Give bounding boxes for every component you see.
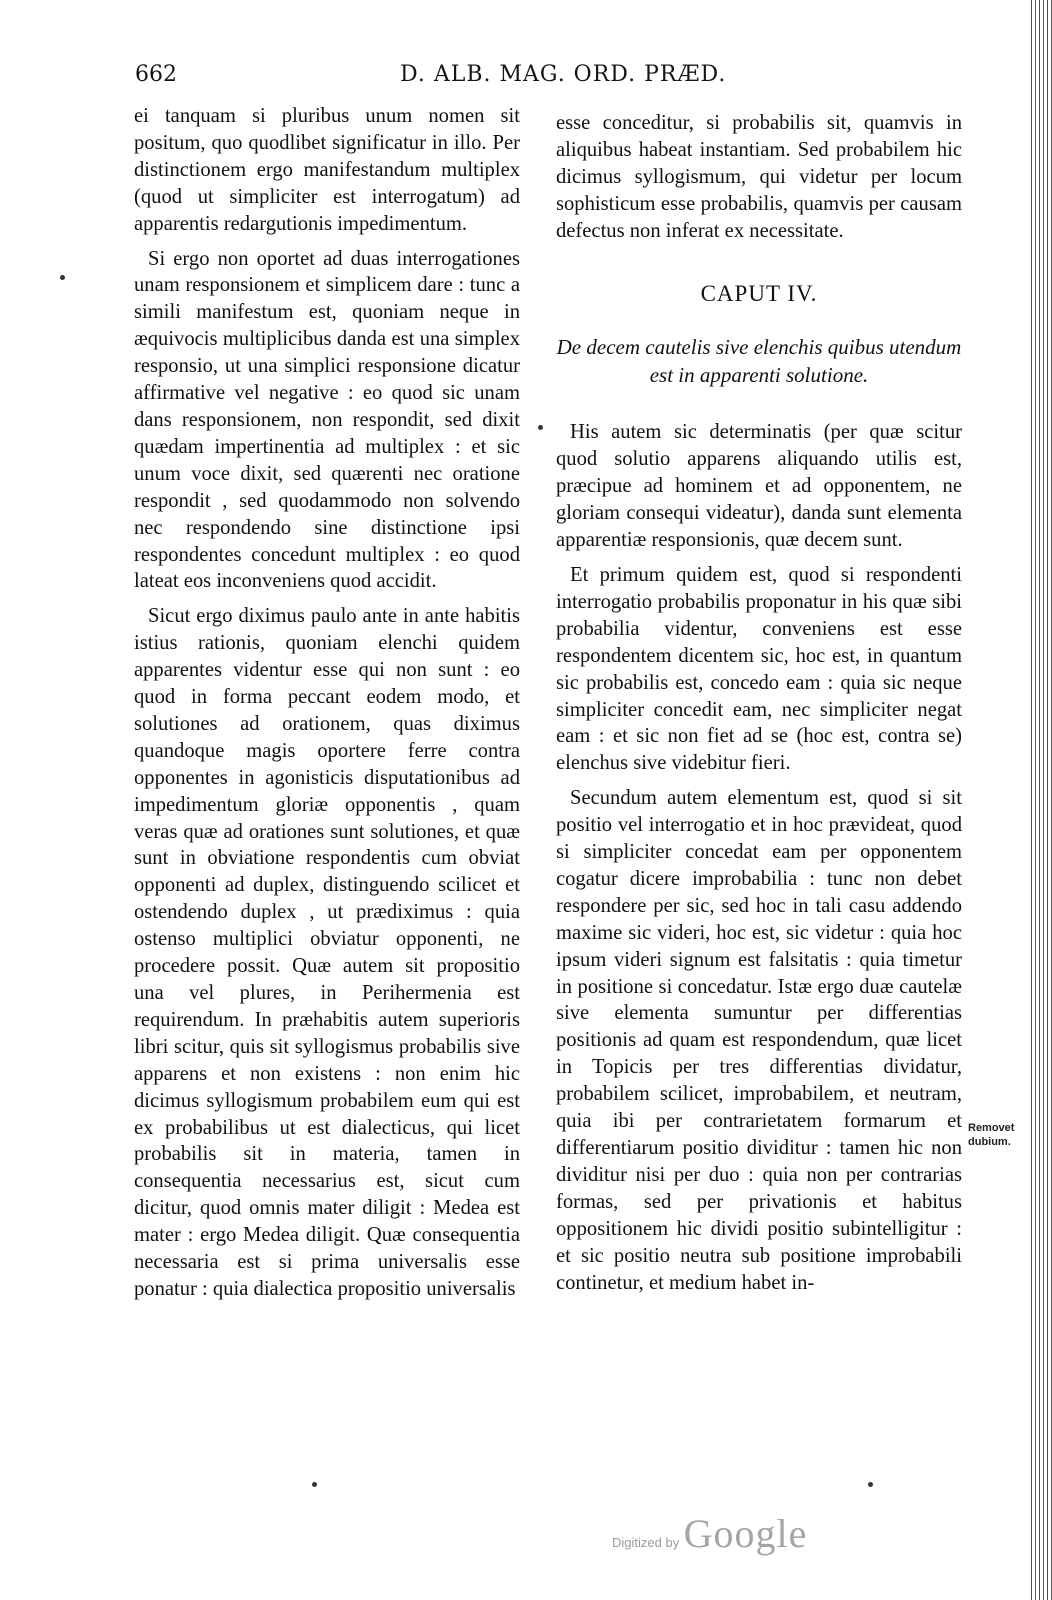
margin-note-line-2: dubium. xyxy=(968,1136,1011,1148)
left-paragraph-1: ei tanquam si pluribus unum nomen sit positum, quo quodlibet significatur in illo. Per distinctionem ergo manifestandum multiplex (quod ut simpliciter est interrogatum) ad apparentis redargutionis impedimentum. xyxy=(134,105,520,235)
left-paragraph-3: Sicut ergo diximus paulo ante in ante habitis istius rationis, quoniam elenchi quidem apparentes videntur esse qui non sunt : eo quod in forma peccant eodem modo, et solutiones ad orationem, quas diximus quandoque magis oportere ferre contra opponentes in agonisticis disputationibus ad impedimentum gloriæ opponentis , quam veras quæ ad orationes sunt solutiones, et quæ sunt in obviatione respondentis cum obviat opponenti ad duplex, distinguendo scilicet et ostendendo duplex , ut prædiximus : quia ostenso multiplici obviatur opponenti, ne procedere possit. Quæ autem sit propositio una vel plures, in Perihermenia est requirendum. In præhabitis autem superioris libri scitur, quis sit syllogismus probabilis sive apparens et non existens : non enim hic dicimus syllogismum probabilem eum qui est ex probabilibus ut est dialecticus, qui licet probabilis sit in materia, tamen in consequentia necessarius est, sicut cum dicitur, quod omnis mater diligit : Medea est mater : ergo Medea diligit. Quæ consequentia necessaria est si prima universalis esse ponatur : quia dialectica propositio universalis xyxy=(134,605,520,1300)
right-paragraph-3: Secundum autem elementum est, quod si sit positio vel interrogatio et in hoc prævideat, quod si simpliciter concedat eam per opponentem cogatur dicere improbabilia : tunc non debet respondere per sic, sed hoc in tali casu addendo maxime sic videri, hoc est, sic videtur : quia hoc ipsum videri signum est falsitatis : quia timetur in positione si concedatur. Istæ ergo duæ cautelæ sive elementa sumuntur per differentias positionis ad quam est respondendum, quæ licet in Topicis per tres differentias dividatur, probabilem scilicet, improbabilem, et neutram, quia ibi per contrarietatem formarum et differentiarum positio dividitur : tamen hic non dividitur nisi per duo : quia non per contrarias formas, sed per privationis et habitus oppositionem hic dividi positio subintelligitur : et sic positio neutra sub positione improbabili continetur, et medium habet in- xyxy=(556,787,962,1294)
scan-speck xyxy=(538,425,543,430)
left-column xyxy=(134,103,520,1311)
right-paragraph-2: Et primum quidem est, quod si respondenti interrogatio probabilis proponatur in his quæ sibi probabilia videntur, conveniens est esse respondentem dicentem sic, hoc est, in quantum sic probabilis est, concedo eam : quia sic neque simpliciter concedit eam, nec simpliciter negat eam : et sic non fiet ad se (hoc est, contra se) elenchus sive videbitur fieri. xyxy=(556,563,962,775)
right-column xyxy=(556,110,962,1304)
scan-speck xyxy=(312,1482,317,1487)
chapter-title: CAPUT IV. xyxy=(700,280,818,306)
digitized-watermark xyxy=(612,1510,807,1557)
scan-speck xyxy=(60,275,65,280)
chapter-subtitle: De decem cautelis sive elenchis quibus utendum est in apparenti solutione. xyxy=(556,335,962,388)
google-logo: Google xyxy=(683,1511,808,1556)
digitized-by-text: Digitized by xyxy=(612,1535,680,1550)
page-edge-shadow xyxy=(1028,0,1052,1600)
margin-note xyxy=(968,1121,1014,1149)
page-number: 662 xyxy=(135,62,177,87)
right-paragraph-1: His autem sic determinatis (per quæ scitur quod solutio apparens aliquando utilis est, præcipue ad hominem et ad opponentem, ne gloriam consequi videatur), danda sunt elementa apparentiæ responsionis, quæ decem sunt. xyxy=(556,421,962,552)
margin-note-line-1: Removet xyxy=(968,1122,1015,1134)
right-intro-paragraph: esse conceditur, si probabilis sit, quamvis in aliquibus habeat instantiam. Sed probabilem hic dicimus syllogismum, qui videtur per locum sophisticum esse probabilis, quamvis per causam defectus non inferat ex necessitate. xyxy=(556,112,962,242)
scan-speck xyxy=(868,1482,873,1487)
left-paragraph-2: Si ergo non oportet ad duas interrogationes unam responsionem et simplicem dare : tunc a simili manifestum est, quoniam neque in æquivocis multiplicibus danda est una simplex responsio, ut una simplici responsione dicatur affirmative vel negative : eo quod sic unam dans responsionem, non respondit, sed dixit quædam impertinentia ad multiplex : et sic unum voce dixit, sed quærenti nec oratione respondit , sed quodammodo non solvendo nec respondendo sine distinctione ipsi respondentes concedunt multiplex : eo quod lateat eos inconveniens quod accidit. xyxy=(134,247,520,593)
running-title: D. ALB. MAG. ORD. PRÆD. xyxy=(400,62,727,87)
